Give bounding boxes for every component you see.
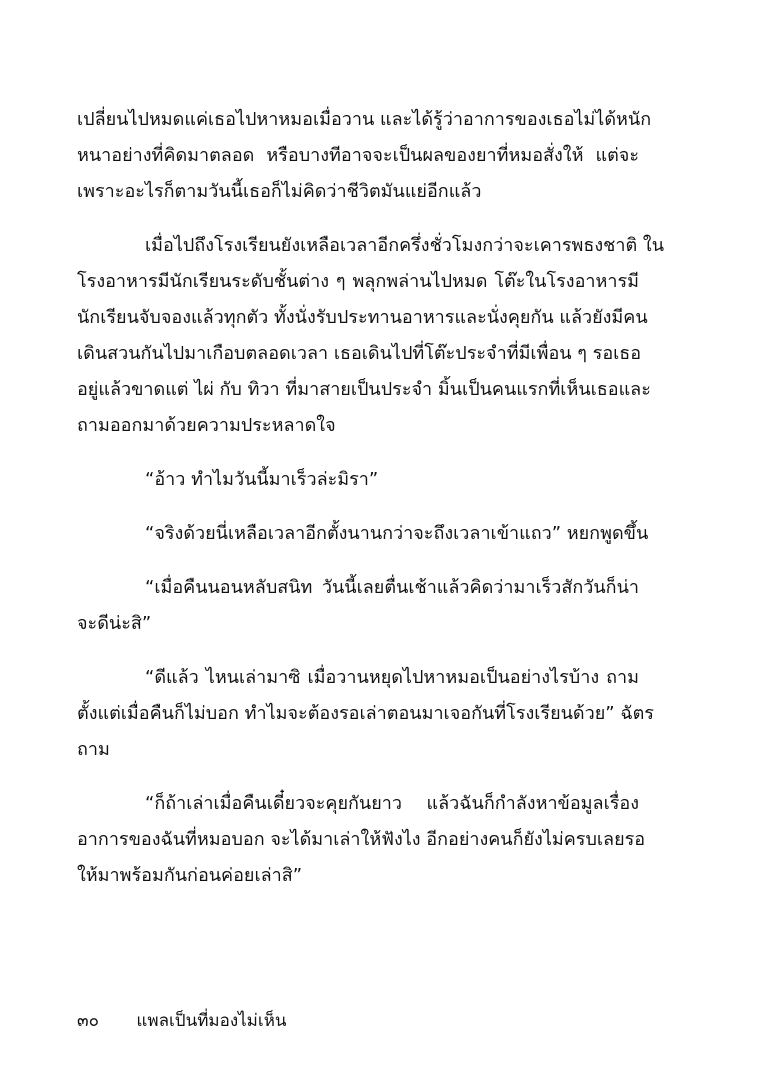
- text-line: เดินสวนกันไปมาเกือบตลอดเวลา เธอเดินไปที่โต๊ะประจำที่มีเพื่อน ๆ รอเธอ: [77, 343, 642, 364]
- text-line: นักเรียนจับจองแล้วทุกตัว ทั้งนั่งรับประทานอาหารและนั่งคุยกัน แล้วยังมีคน: [77, 307, 648, 328]
- page-number: ๓๐: [77, 1011, 99, 1031]
- text-line: ถาม: [77, 739, 110, 760]
- text-line: เมื่อไปถึงโรงเรียนยังเหลือเวลาอีกครึ่งชั่วโมงกว่าจะเคารพธงชาติ ใน: [145, 235, 665, 256]
- paragraph: [77, 102, 652, 210]
- text-line: “ดีแล้ว ไหนเล่ามาซิ เมื่อวานหยุดไปหาหมอเป็นอย่างไรบ้าง ถาม: [145, 667, 639, 688]
- text-line: “เมื่อคืนนอนหลับสนิท วันนี้เลยตื่นเช้าแล้วคิดว่ามาเร็วสักวันก็น่า: [145, 577, 639, 598]
- paragraph: [77, 516, 649, 552]
- text-line: จะดีน่ะสิ”: [77, 613, 152, 634]
- running-title: แพลเป็นที่มองไม่เห็น: [136, 1011, 287, 1031]
- text-line: เพราะอะไรก็ตามวันนี้เธอก็ไม่คิดว่าชีวิตมันแย่อีกแล้ว: [77, 181, 482, 202]
- text-line: ตั้งแต่เมื่อคืนก็ไม่บอก ทำไมจะต้องรอเล่าตอนมาเจอกันที่โรงเรียนด้วย” ฉัตร: [77, 703, 654, 724]
- text-line: “อ้าว ทำไมวันนี้มาเร็วล่ะมิรา”: [145, 469, 379, 490]
- text-line: ให้มาพร้อมกันก่อนค่อยเล่าสิ”: [77, 865, 303, 886]
- paragraph: [77, 786, 646, 894]
- text-line: โรงอาหารมีนักเรียนระดับชั้นต่าง ๆ พลุกพล่านไปหมด โต๊ะในโรงอาหารมี: [77, 271, 639, 292]
- text-line: ถามออกมาด้วยความประหลาดใจ: [77, 415, 336, 436]
- text-line: เปลี่ยนไปหมดแค่เธอไปหาหมอเมื่อวาน และได้รู้ว่าอาการของเธอไม่ได้หนัก: [77, 109, 652, 130]
- text-line: อาการของฉันที่หมอบอก จะได้มาเล่าให้ฟังไง อีกอย่างคนก็ยังไม่ครบเลยรอ: [77, 829, 646, 850]
- paragraph: [77, 660, 654, 768]
- body-text: [77, 102, 665, 894]
- paragraph: [77, 228, 665, 444]
- text-line: หนาอย่างที่คิดมาตลอด หรือบางทีอาจจะเป็นผลของยาที่หมอสั่งให้ แต่จะ: [77, 145, 639, 166]
- text-line: “จริงด้วยนี่เหลือเวลาอีกตั้งนานกว่าจะถึงเวลาเข้าแถว” หยกพูดขึ้น: [145, 523, 649, 544]
- paragraph: [77, 462, 639, 498]
- paragraph: [77, 570, 639, 642]
- text-line: “ก็ถ้าเล่าเมื่อคืนเดี๋ยวจะคุยกันยาว แล้วฉันก็กำลังหาข้อมูลเรื่อง: [145, 793, 639, 814]
- text-line: อยู่แล้วขาดแต่ ไผ่ กับ ทิวา ที่มาสายเป็นประจำ มิ้นเป็นคนแรกที่เห็นเธอและ: [77, 379, 651, 400]
- page-footer: [77, 1009, 287, 1033]
